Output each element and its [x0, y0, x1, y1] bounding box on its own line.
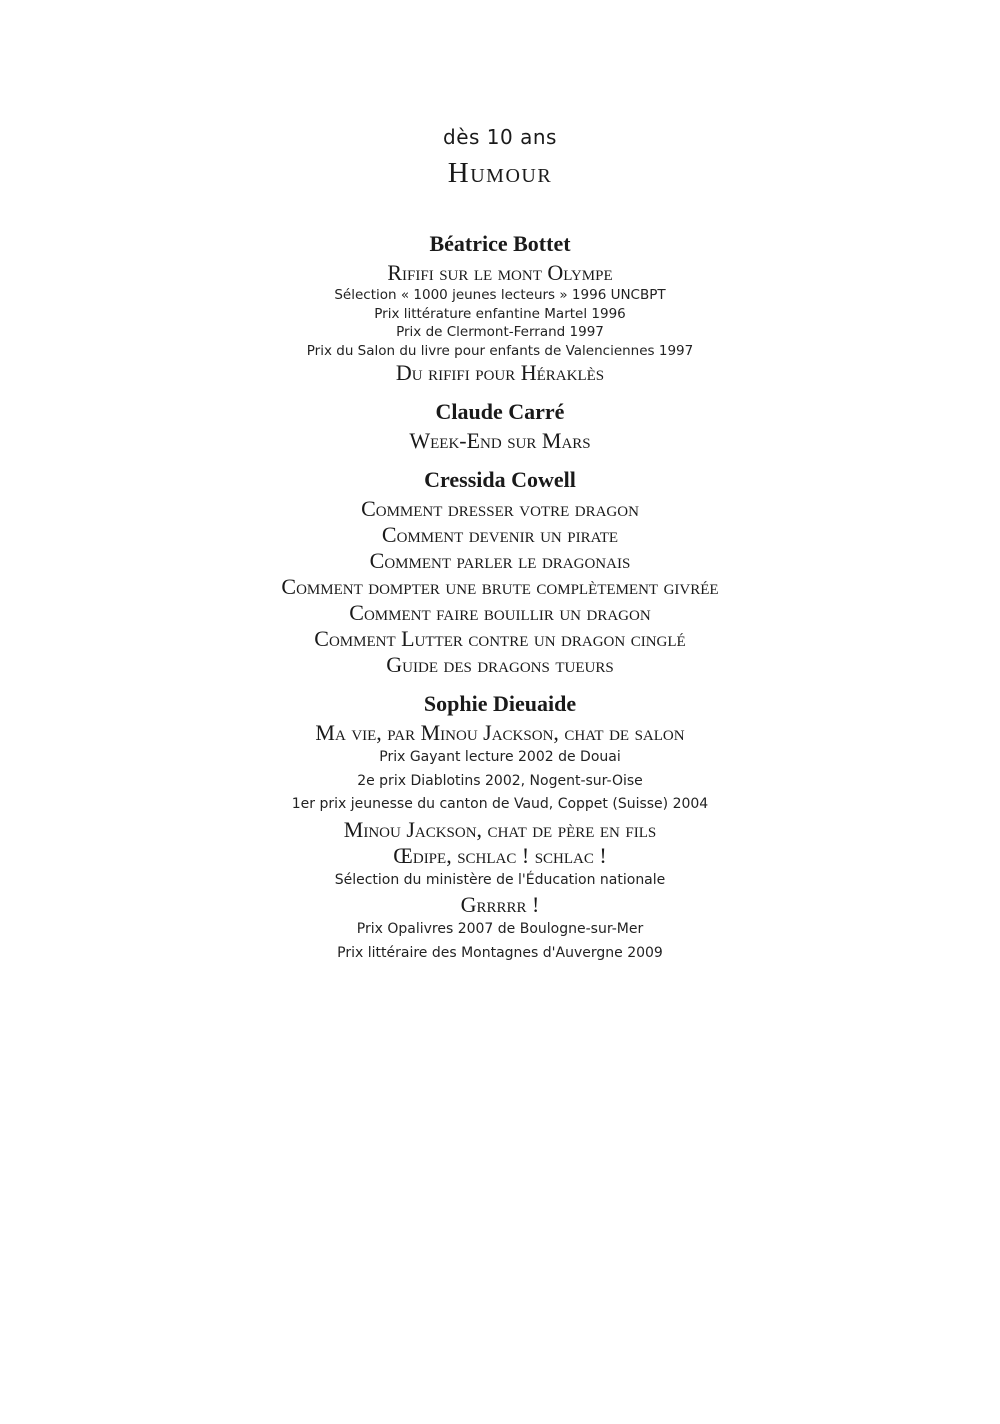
award-line: 1er prix jeunesse du canton de Vaud, Coppet (Suisse) 2004 — [291, 796, 709, 812]
book-title: Comment devenir un pirate — [381, 522, 619, 547]
book-title: Du rififi pour Héraklès — [395, 360, 605, 385]
book-title: Comment parler le dragonais — [369, 548, 631, 573]
award-line: Prix du Salon du livre pour enfants de Valenciennes 1997 — [306, 342, 694, 359]
book-title: Week-End sur Mars — [409, 428, 591, 453]
author-section — [0, 466, 1000, 678]
book-title: Grrrrr ! — [460, 892, 540, 917]
book-title: Comment dresser votre dragon — [361, 496, 639, 521]
book-title: Œdipe, schlac ! schlac ! — [393, 842, 607, 868]
age-range-heading: dès 10 ans — [443, 125, 557, 149]
award-line: Prix littéraire des Montagnes d'Auvergne 2009 — [337, 944, 663, 961]
book-title: Guide des dragons tueurs — [386, 652, 614, 677]
author-name: Claude Carré — [435, 399, 565, 424]
book-title: Ma vie, par Minou Jackson, chat de salon — [315, 720, 685, 745]
award-line: Prix Gayant lecture 2002 de Douai — [379, 749, 621, 765]
book-title: Comment dompter une brute complètement givrée — [281, 574, 719, 599]
author-list — [0, 230, 1000, 965]
author-section — [0, 398, 1000, 454]
award-line: Prix Opalivres 2007 de Boulogne-sur-Mer — [356, 921, 644, 937]
author-name: Cressida Cowell — [424, 467, 576, 492]
book-title: Minou Jackson, chat de père en fils — [343, 816, 657, 842]
author-section — [0, 690, 1000, 965]
award-line: Prix littérature enfantine Martel 1996 — [374, 305, 626, 322]
award-line: Sélection du ministère de l'Éducation nationale — [334, 871, 666, 888]
award-line: 2e prix Diablotins 2002, Nogent-sur-Oise — [357, 772, 643, 789]
author-name: Sophie Dieuaide — [423, 691, 577, 716]
book-title: Comment faire bouillir un dragon — [349, 600, 651, 625]
genre-heading: Humour — [447, 157, 553, 189]
award-line: Sélection « 1000 jeunes lecteurs » 1996 UNCBPT — [334, 287, 666, 303]
author-section — [0, 230, 1000, 386]
book-title: Comment Lutter contre un dragon cinglé — [314, 626, 686, 651]
award-line: Prix de Clermont-Ferrand 1997 — [396, 324, 604, 340]
author-name: Béatrice Bottet — [429, 231, 571, 256]
book-title: Rififi sur le mont Olympe — [387, 260, 613, 285]
